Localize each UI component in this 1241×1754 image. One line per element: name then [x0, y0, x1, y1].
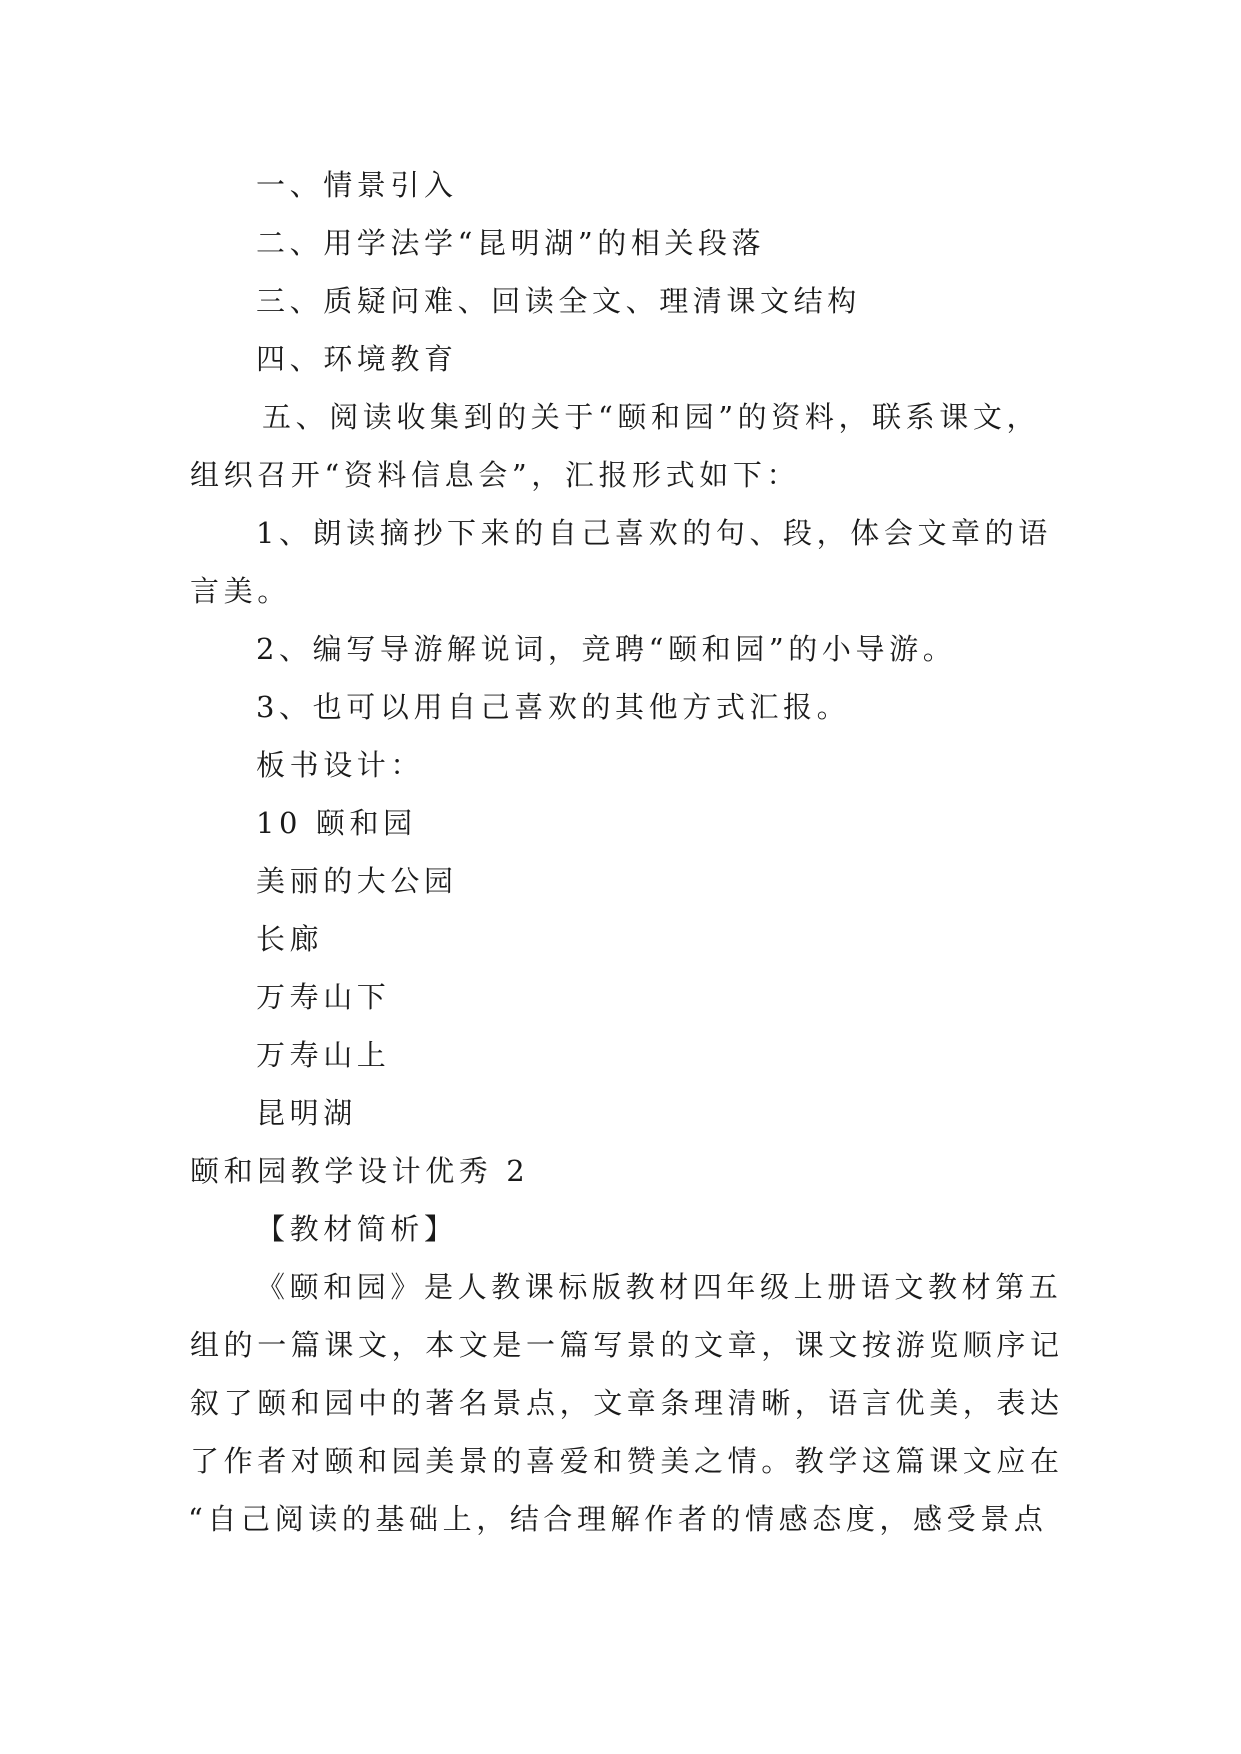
blackboard-item: 昆明湖 — [256, 1096, 357, 1130]
paragraph-line: 了作者对颐和园美景的喜爱和赞美之情。教学这篇课文应在 — [190, 1444, 1064, 1478]
section-heading-2: 二、用学法学“昆明湖”的相关段落 — [256, 226, 766, 260]
section-heading-4: 四、环境教育 — [256, 342, 458, 376]
list-item-1: 1、朗读摘抄下来的自己喜欢的句、段，体会文章的语 — [256, 516, 1052, 550]
blackboard-design-label: 板书设计： — [256, 748, 425, 782]
paragraph-line: 叙了颐和园中的著名景点，文章条理清晰，语言优美，表达 — [190, 1386, 1064, 1420]
blackboard-item: 万寿山下 — [256, 980, 391, 1014]
blackboard-title: 10 颐和园 — [256, 806, 417, 840]
blackboard-item: 万寿山上 — [256, 1038, 391, 1072]
paragraph-line: 言美。 — [190, 574, 291, 608]
blackboard-item: 长廊 — [256, 922, 324, 956]
paragraph-line: 组织召开“资料信息会”，汇报形式如下： — [190, 458, 801, 492]
blackboard-item: 美丽的大公园 — [256, 864, 458, 898]
list-item-2: 2、编写导游解说词，竞聘“颐和园”的小导游。 — [256, 632, 957, 666]
paragraph-line: “自己阅读的基础上，结合理解作者的情感态度，感受景点 — [188, 1502, 1048, 1536]
section-heading-3: 三、质疑问难、回读全文、理清课文结构 — [256, 284, 861, 318]
list-item-3: 3、也可以用自己喜欢的其他方式汇报。 — [256, 690, 851, 724]
section-heading-5: 五、阅读收集到的关于“颐和园”的资料，联系课文， — [262, 400, 1041, 434]
paragraph-line: 组的一篇课文，本文是一篇写景的文章，课文按游览顺序记 — [190, 1328, 1064, 1362]
document-section-title: 颐和园教学设计优秀 2 — [190, 1154, 530, 1188]
subsection-heading: 【教材简析】 — [256, 1212, 458, 1246]
paragraph-line: 《颐和园》是人教课标版教材四年级上册语文教材第五 — [256, 1270, 1063, 1304]
section-heading-1: 一、情景引入 — [256, 168, 458, 202]
